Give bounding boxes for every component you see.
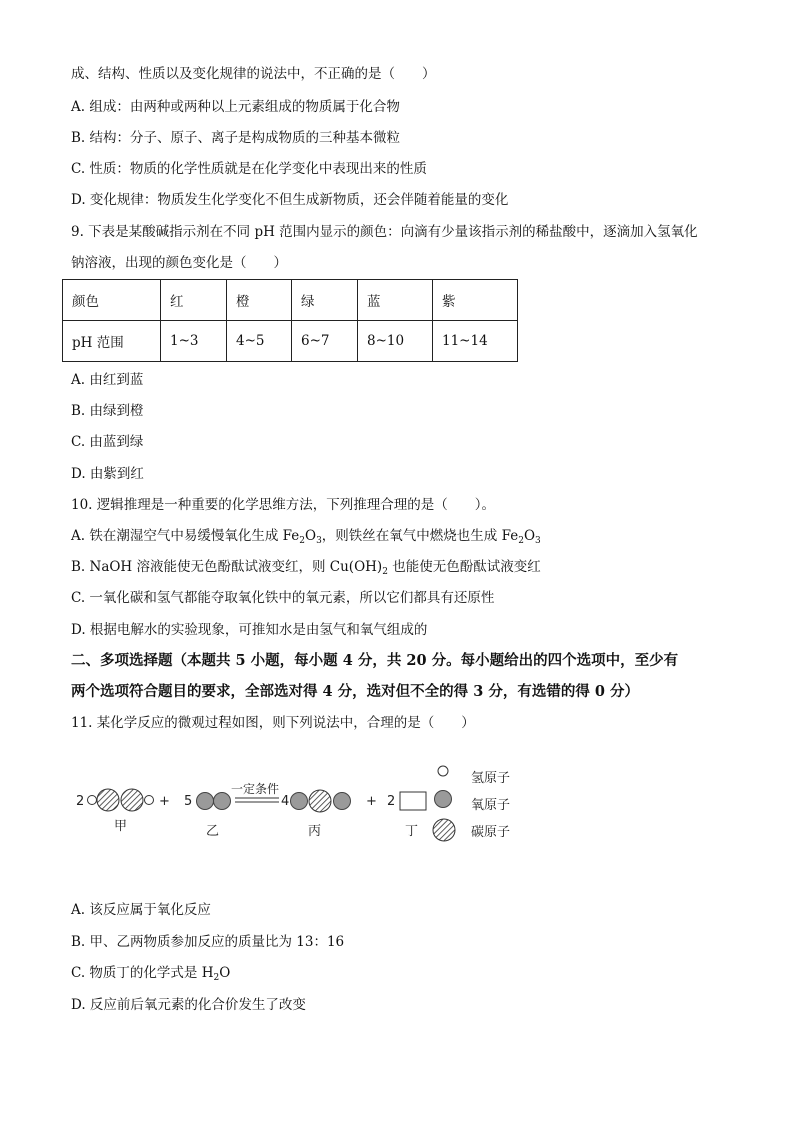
q10-option-c[interactable]: C. 一氧化碳和氢气都能夺取氧化铁中的氧元素，所以它们都具有还原性 [71,590,495,606]
subscript: 2 [299,536,305,546]
legend-oxygen-label: 氧原子 [471,798,511,813]
oxygen-atom [291,793,308,810]
text: B. NaOH 溶液能使无色酚酞试液变红，则 Cu(OH) [71,559,383,575]
plus-sign: + [159,794,170,809]
q11-option-b[interactable]: B. 甲、乙两物质参加反应的质量比为 13：16 [71,934,345,950]
coefficient-ding: 2 [387,794,396,809]
table-cell: 颜色 [63,280,161,321]
q11-option-d[interactable]: D. 反应前后氧元素的化合价发生了改变 [71,997,306,1013]
section2-heading-line2: 两个选项符合题目的要求，全部选对得 4 分，选对但不全的得 3 分，有选错的得 0 分） [71,683,640,700]
q10-stem: 10. 逻辑推理是一种重要的化学思维方法，下列推理合理的是（ ）。 [71,497,496,513]
q9-stem-line1: 9. 下表是某酸碱指示剂在不同 pH 范围内显示的颜色：向滴有少量该指示剂的稀盐酸中，逐滴加入氢氧化 [71,224,698,240]
table-cell: 橙 [227,280,292,321]
table-cell: 11~14 [433,321,518,362]
hydrogen-atom [88,796,97,805]
q10-option-d[interactable]: D. 根据电解水的实验现象，可推知水是由氢气和氧气组成的 [71,622,428,638]
label-jia: 甲 [114,819,128,834]
text: A. 铁在潮湿空气中易缓慢氧化生成 Fe [71,528,300,544]
q9-option-a[interactable]: A. 由红到蓝 [71,372,144,388]
q9-option-b[interactable]: B. 由绿到橙 [71,403,144,419]
q9-option-d[interactable]: D. 由紫到红 [71,466,144,482]
unknown-substance-box [400,792,426,810]
q8-stem-tail: 成、结构、性质以及变化规律的说法中，不正确的是（ ） [71,66,436,82]
q11-option-c[interactable] [71,963,230,988]
reaction-condition: 一定条件 [231,782,280,796]
q8-option-c[interactable]: C. 性质：物质的化学性质就是在化学变化中表现出来的性质 [71,161,427,177]
coefficient-yi: 5 [184,794,193,809]
subscript: 3 [316,536,322,546]
coefficient-jia: 2 [76,794,85,809]
text: O [219,965,231,981]
oxygen-atom [214,793,231,810]
q11-option-a[interactable]: A. 该反应属于氧化反应 [71,902,211,918]
q8-option-d[interactable]: D. 变化规律：物质发生化学变化不但生成新物质，还会伴随着能量的变化 [71,192,509,208]
text: O [304,528,317,544]
subscript: 2 [213,973,220,983]
oxygen-atom [334,793,351,810]
table-cell: 4~5 [227,321,292,362]
oxygen-atom [197,793,214,810]
q8-option-a[interactable]: A. 组成：由两种或两种以上元素组成的物质属于化合物 [71,99,400,115]
q11-stem: 11. 某化学反应的微观过程如图，则下列说法中，合理的是（ ） [71,715,475,731]
text: C. 物质丁的化学式是 H [71,965,214,981]
legend-hydrogen-label: 氢原子 [471,771,511,786]
text: ，则铁丝在氧气中燃烧也生成 Fe [321,528,519,544]
plus-sign: + [366,794,377,809]
table-cell: 8~10 [358,321,433,362]
table-cell: 蓝 [358,280,433,321]
subscript: 2 [382,567,388,577]
text: 也能使无色酚酞试液变红 [387,559,541,575]
section2-heading-line1: 二、多项选择题（本题共 5 小题，每小题 4 分，共 20 分。每小题给出的四个选项中，至少有 [71,652,679,669]
table-cell: 红 [161,280,227,321]
q9-option-c[interactable]: C. 由蓝到绿 [71,434,144,450]
carbon-atom [309,790,331,812]
legend-carbon-icon [433,819,455,841]
label-yi: 乙 [206,824,220,839]
legend-oxygen-icon [435,791,452,808]
carbon-atom [97,789,119,811]
hydrogen-atom [145,796,154,805]
label-bing: 丙 [308,824,322,839]
q9-stem-line2: 钠溶液，出现的颜色变化是（ ） [71,255,287,271]
table-cell: 绿 [292,280,358,321]
coefficient-bing: 4 [281,794,290,809]
text: O [523,528,536,544]
legend-hydrogen-icon [438,766,448,776]
subscript: 3 [535,536,541,546]
carbon-atom [121,789,143,811]
q8-option-b[interactable]: B. 结构：分子、原子、离子是构成物质的三种基本微粒 [71,130,401,146]
table-cell: 1~3 [161,321,227,362]
table-cell: 紫 [433,280,518,321]
subscript: 2 [518,536,524,546]
table-cell: 6~7 [292,321,358,362]
label-ding: 丁 [405,824,419,839]
table-cell: pH 范围 [63,321,161,362]
legend-carbon-label: 碳原子 [471,825,511,840]
